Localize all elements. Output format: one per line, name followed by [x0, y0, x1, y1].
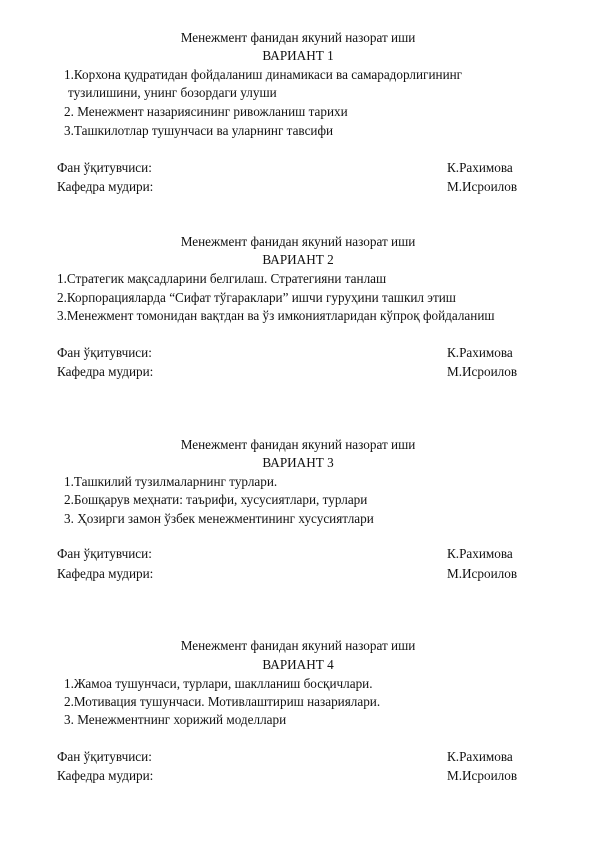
variant-number: ВАРИАНТ 1 [262, 48, 334, 63]
variant-title: Менежмент фанидан якуний назорат иши [180, 30, 416, 45]
head-of-department-name: М.Исроилов [447, 768, 518, 783]
question-item: 2.Корпорацияларда “Сифат тўгараклари” ишчи гуруҳини ташкил этиш [57, 290, 456, 305]
question-item: 1.Ташкилий тузилмаларнинг турлари. [64, 474, 278, 489]
question-item: 2.Бошқарув меҳнати: таърифи, хусусиятлари, турлари [64, 492, 368, 507]
teacher-name: К.Рахимова [447, 160, 513, 175]
head-of-department-label: Кафедра мудири: [57, 179, 154, 194]
variant-number: ВАРИАНТ 2 [262, 252, 334, 267]
head-of-department-name: М.Исроилов [447, 364, 518, 379]
question-item: 2. Менежмент назариясининг ривожланиш тарихи [64, 104, 348, 119]
teacher-label: Фан ўқитувчиси: [57, 160, 152, 175]
question-item: 1.Корхона қудратидан фойдаланиш динамикаси ва самарадорлигининг [64, 67, 463, 82]
teacher-name: К.Рахимова [447, 546, 513, 561]
question-item: 3. Менежментнинг хорижий моделлари [64, 712, 287, 727]
question-item: 3. Ҳозирги замон ўзбек менежментининг хусусиятлари [64, 511, 374, 526]
teacher-name: К.Рахимова [447, 345, 513, 360]
head-of-department-name: М.Исроилов [447, 179, 518, 194]
teacher-label: Фан ўқитувчиси: [57, 546, 152, 561]
head-of-department-name: М.Исроилов [447, 566, 518, 581]
variant-number: ВАРИАНТ 3 [262, 455, 334, 470]
teacher-label: Фан ўқитувчиси: [57, 749, 152, 764]
teacher-name: К.Рахимова [447, 749, 513, 764]
head-of-department-label: Кафедра мудири: [57, 768, 154, 783]
variant-title: Менежмент фанидан якуний назорат иши [180, 638, 416, 653]
head-of-department-label: Кафедра мудири: [57, 364, 154, 379]
question-item: 3.Ташкилотлар тушунчаси ва уларнинг тавсифи [64, 123, 334, 138]
question-item: 3.Менежмент томонидан вақтдан ва ўз имкониятларидан кўпроқ фойдаланиш [57, 308, 495, 323]
question-item: 1.Стратегик мақсадларини белгилаш. Стратегияни танлаш [57, 271, 387, 286]
question-item-continuation: тузилишини, унинг бозордаги улуши [68, 85, 277, 100]
variant-number: ВАРИАНТ 4 [262, 657, 334, 672]
head-of-department-label: Кафедра мудири: [57, 566, 154, 581]
teacher-label: Фан ўқитувчиси: [57, 345, 152, 360]
variant-title: Менежмент фанидан якуний назорат иши [180, 437, 416, 452]
question-item: 1.Жамоа тушунчаси, турлари, шаклланиш босқичлари. [64, 676, 373, 691]
variant-title: Менежмент фанидан якуний назорат иши [180, 234, 416, 249]
question-item: 2.Мотивация тушунчаси. Мотивлаштириш назариялари. [64, 694, 381, 709]
